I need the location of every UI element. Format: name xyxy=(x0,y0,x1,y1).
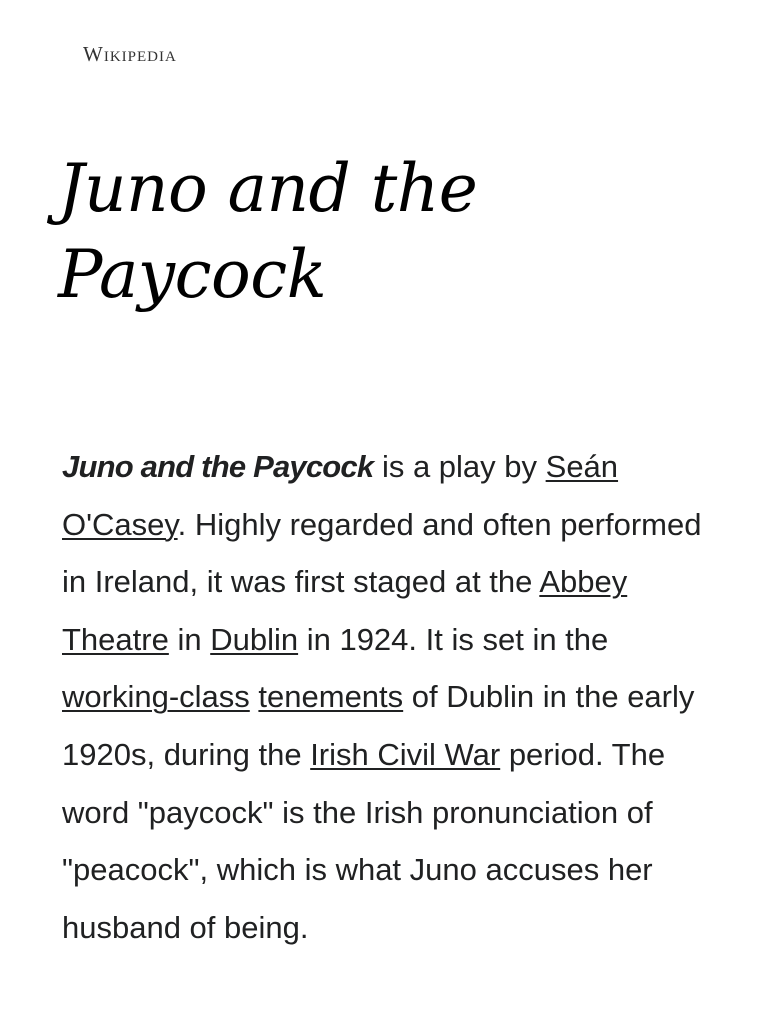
intro-text: of Dublin in the early 1920s, during the xyxy=(62,679,695,772)
page-title-line-1: Juno and the xyxy=(58,150,478,227)
header xyxy=(83,42,177,72)
link-sean-ocasey[interactable]: Seán O'Casey xyxy=(62,449,619,542)
link-working-class[interactable]: working-class xyxy=(62,679,250,715)
intro-text: in 1924. It is set in the xyxy=(298,621,609,657)
intro-text: is a play by xyxy=(373,449,546,484)
page-title xyxy=(58,146,718,318)
article-subject-bold: Juno and the Paycock xyxy=(62,449,374,484)
intro-text: period. The word "paycock" is the Irish pronunciation of "peacock", which is what Juno accuses her husband of being. xyxy=(62,736,666,945)
page-title-line-2: Paycock xyxy=(58,236,327,313)
link-tenements[interactable]: tenements xyxy=(258,679,404,715)
link-dublin[interactable]: Dublin xyxy=(210,621,299,657)
wikipedia-wordmark-logo[interactable]: Wikipedia xyxy=(83,42,177,66)
intro-text: . Highly regarded and often performed in Ireland, it was first staged at the xyxy=(62,506,702,600)
article-intro-paragraph xyxy=(62,438,722,956)
link-abbey-theatre[interactable]: Abbey Theatre xyxy=(62,564,628,657)
link-irish-civil-war[interactable]: Irish Civil War xyxy=(310,736,501,772)
intro-text: in xyxy=(168,621,211,657)
